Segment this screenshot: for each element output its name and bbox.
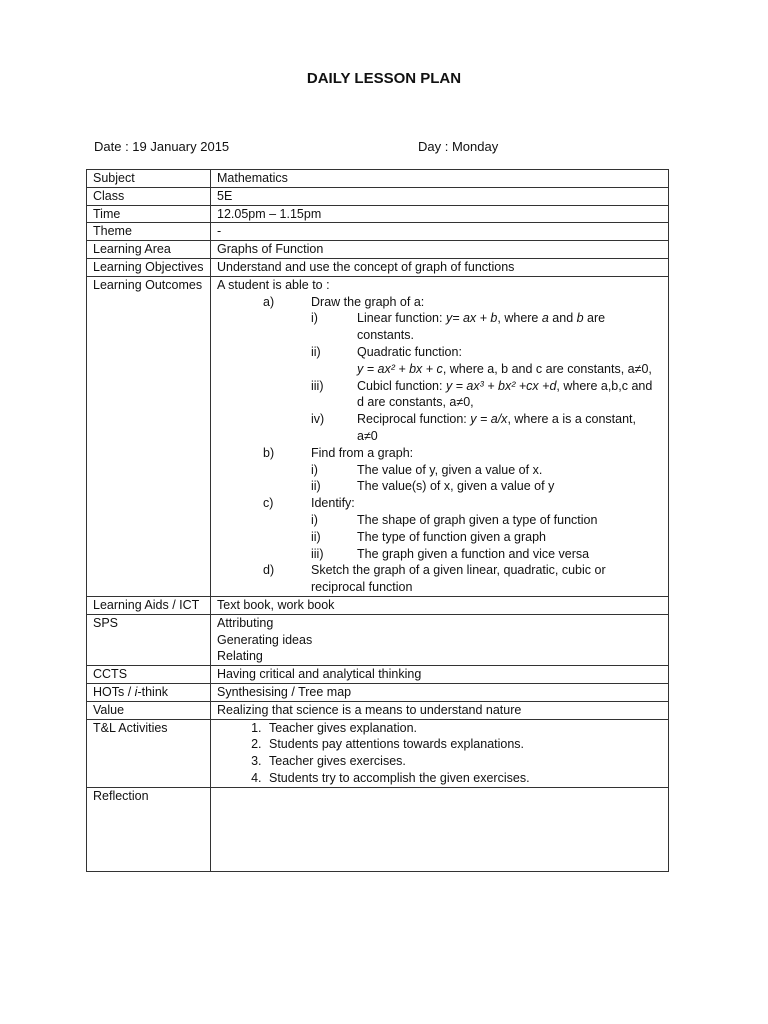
subject-label: Subject: [87, 170, 211, 188]
outcome-c: [217, 495, 662, 512]
sps-item: Generating ideas: [217, 632, 313, 647]
text-part: i: [134, 684, 138, 699]
outcome-d: [217, 562, 662, 579]
outcome-d-cont: reciprocal function: [311, 580, 413, 595]
date-text: Date : 19 January 2015: [94, 139, 230, 154]
row-reflection: [87, 787, 669, 871]
outcome-a-i-marker: i): [311, 311, 318, 326]
text-part: and: [548, 311, 577, 326]
equation: y = ax² + bx + c: [357, 361, 443, 376]
activity-item: 3. Teacher gives exercises.: [265, 753, 662, 770]
variable: b: [576, 311, 584, 326]
outcome-d-text: Sketch the graph of a given linear, quadratic, cubic or: [311, 563, 606, 578]
outcome-a: [217, 294, 662, 311]
outcome-a-i-text: [357, 310, 662, 327]
outcome-c-iii: [217, 546, 662, 563]
activities-label: T&L Activities: [87, 719, 211, 787]
text-part: HOTs /: [93, 684, 135, 699]
outcome-a-text: Draw the graph of a:: [311, 294, 425, 309]
outcome-a-iii: [217, 378, 662, 395]
learning-objectives-value: Understand and use the concept of graph of functions: [211, 258, 669, 276]
outcome-b-ii: [217, 478, 662, 495]
text-part: are: [583, 311, 606, 326]
outcome-a-iii-marker: iii): [311, 378, 324, 393]
text-part: , where a, b and c are constants, a≠0,: [442, 361, 652, 376]
outcome-c-i-text: The shape of graph given a type of function: [357, 512, 598, 527]
outcome-a-i: [217, 310, 662, 327]
sps-item: Attributing: [217, 615, 274, 630]
outcome-c-iii-text: The graph given a function and vice versa: [357, 546, 590, 561]
text-part: , where a is a constant,: [507, 412, 636, 427]
time-value: 12.05pm – 1.15pm: [211, 205, 669, 223]
time-label: Time: [87, 205, 211, 223]
outcome-a-ii-marker: ii): [311, 344, 321, 359]
variable: a: [541, 311, 549, 326]
activity-item: 2. Students pay attentions towards explanations.: [265, 736, 662, 753]
outcome-c-i: [217, 512, 662, 529]
outcome-a-marker: a): [263, 294, 275, 309]
activity-item: 1. Teacher gives explanation.: [265, 720, 662, 737]
row-theme: [87, 223, 669, 241]
activity-item: 4. Students try to accomplish the given exercises.: [265, 770, 662, 787]
learning-area-label: Learning Area: [87, 241, 211, 259]
equation: y = ax³ + bx² +cx +d: [445, 378, 557, 393]
row-learning-outcomes: [87, 276, 669, 596]
outcome-c-ii-marker: ii): [311, 529, 321, 544]
sps-item: Relating: [217, 649, 263, 664]
activities-value: [211, 719, 669, 787]
row-value: [87, 701, 669, 719]
sps-label: SPS: [87, 614, 211, 665]
outcome-a-iii-text: [357, 378, 662, 395]
page-title: DAILY LESSON PLAN: [306, 70, 462, 87]
outcome-a-ii-text: Quadratic function:: [357, 344, 462, 359]
outcome-c-ii-text: The type of function given a graph: [357, 529, 547, 544]
equation: y= ax + b: [445, 311, 498, 326]
outcome-c-text: Identify:: [311, 496, 355, 511]
text-part: , where: [497, 311, 542, 326]
class-label: Class: [87, 187, 211, 205]
value-value: Realizing that science is a means to understand nature: [211, 701, 669, 719]
outcome-b-i-text: The value of y, given a value of x.: [357, 462, 543, 477]
text-part: Linear function:: [357, 311, 446, 326]
outcome-b-ii-marker: ii): [311, 479, 321, 494]
text-part: -think: [137, 684, 169, 699]
outcome-a-iv-cont: a≠0: [357, 428, 378, 443]
subject-value: Mathematics: [211, 170, 669, 188]
outcome-b: [217, 445, 662, 462]
row-ccts: [87, 666, 669, 684]
outcome-c-marker: c): [263, 496, 274, 511]
row-time: [87, 205, 669, 223]
theme-label: Theme: [87, 223, 211, 241]
learning-area-value: Graphs of Function: [211, 241, 669, 259]
outcome-b-ii-text: The value(s) of x, given a value of y: [357, 479, 555, 494]
outcome-c-ii: [217, 529, 662, 546]
ccts-value: Having critical and analytical thinking: [211, 666, 669, 684]
equation: y = a/x: [470, 412, 508, 427]
outcome-c-iii-marker: iii): [311, 546, 324, 561]
hots-value: Synthesising / Tree map: [211, 683, 669, 701]
learning-aids-value: Text book, work book: [211, 596, 669, 614]
outcome-d-marker: d): [263, 563, 275, 578]
outcome-a-iv-text: [357, 411, 662, 428]
outcome-b-i-marker: i): [311, 462, 318, 477]
value-label: Value: [87, 701, 211, 719]
row-subject: [87, 170, 669, 188]
hots-label: [87, 683, 211, 701]
learning-aids-label: Learning Aids / ICT: [87, 596, 211, 614]
row-sps: [87, 614, 669, 665]
outcome-a-i-cont: constants.: [357, 328, 414, 343]
learning-outcomes-value: [211, 276, 669, 596]
outcome-a-ii: [217, 344, 662, 361]
row-learning-area: [87, 241, 669, 259]
reflection-value: [211, 787, 669, 871]
theme-value: -: [211, 223, 669, 241]
outcome-a-iii-cont: d are constants, a≠0,: [357, 395, 474, 410]
class-value: 5E: [211, 187, 669, 205]
ccts-label: CCTS: [87, 666, 211, 684]
outcome-a-ii-eq: [357, 361, 662, 378]
text-part: Reciprocal function:: [357, 412, 471, 427]
row-activities: [87, 719, 669, 787]
text-part: Cubicl function:: [357, 378, 446, 393]
activities-list: [217, 720, 662, 787]
day-text: Day : Monday: [418, 139, 499, 154]
outcome-a-iv: [217, 411, 662, 428]
learning-objectives-label: Learning Objectives: [87, 258, 211, 276]
row-learning-objectives: [87, 258, 669, 276]
outcome-b-i: [217, 462, 662, 479]
outcome-a-iv-marker: iv): [311, 412, 325, 427]
outcomes-intro: A student is able to :: [217, 277, 330, 292]
text-part: , where a,b,c and: [556, 378, 653, 393]
outcome-b-marker: b): [263, 445, 275, 460]
row-hots: [87, 683, 669, 701]
row-learning-aids: [87, 596, 669, 614]
outcome-b-text: Find from a graph:: [311, 445, 414, 460]
outcome-c-i-marker: i): [311, 512, 318, 527]
lesson-plan-table: [86, 169, 669, 872]
learning-outcomes-label: Learning Outcomes: [87, 276, 211, 596]
sps-values: [211, 614, 669, 665]
reflection-label: Reflection: [87, 787, 211, 871]
row-class: [87, 187, 669, 205]
